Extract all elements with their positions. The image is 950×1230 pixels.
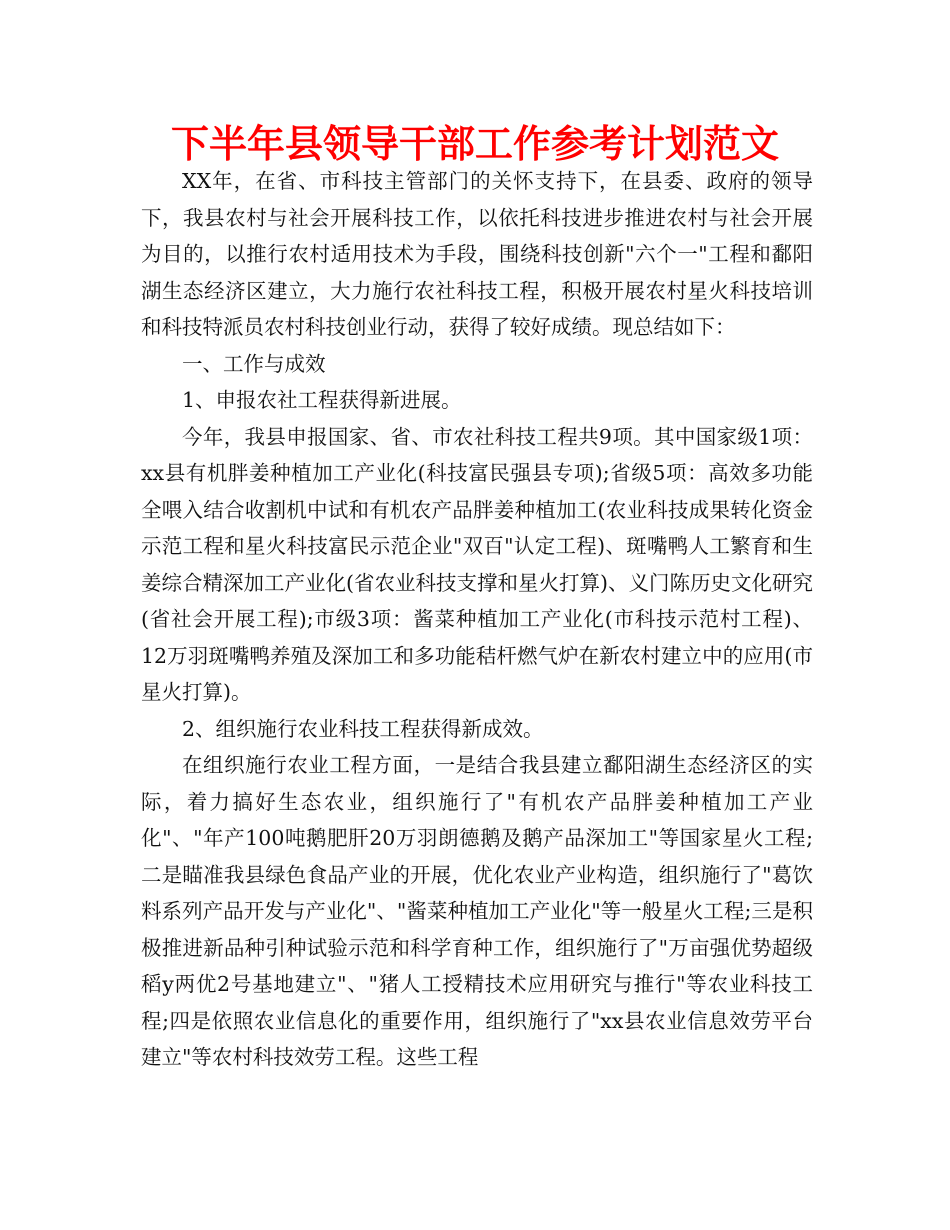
paragraph-project-implementation: 在组织施行农业工程方面，一是结合我县建立鄱阳湖生态经济区的实际，着力搞好生态农业，组织施行了"有机农产品胖姜种植加工产业化"、"年产100吨鹅肥肝20万羽朗德鹅及鹅产品深加工"等国家星火工程;二是瞄准我县绿色食品产业的开展，优化农业产业构造，组织施行了"葛饮料系列产品开发与产业化"、"酱菜种植加工产业化"等一般星火工程;三是积极推进新品种引种试验示范和科学育种工作，组织施行了"万亩强优势超级稻y两优2号基地建立"、"猪人工授精技术应用研究与推行"等农业科技工程;四是依照农业信息化的重要作用，组织施行了"xx县农业信息效劳平台建立"等农村科技效劳工程。这些工程 xyxy=(141,753,813,1069)
paragraph-intro: XX年，在省、市科技主管部门的关怀支持下，在县委、政府的领导下，我县农村与社会开展科技工作，以依托科技进步推进农村与社会开展为目的，以推行农村适用技术为手段，围绕科技创新"六个一"工程和鄱阳湖生态经济区建立，大力施行农社科技工程，积极开展农村星火科技培训和科技特派员农村科技创业行动，获得了较好成绩。现总结如下： xyxy=(141,169,813,339)
subheading-project-implementation: 2、组织施行农业科技工程获得新成效。 xyxy=(182,716,544,741)
paragraph-project-application: 今年，我县申报国家、省、市农社科技工程共9项。其中国家级1项：xx县有机胖姜种植加工产业化(科技富民强县专项);省级5项：高效多功能全喂入结合收割机中试和有机农产品胖姜种植加工(农业科技成果转化资金示范工程和星火科技富民示范企业"双百"认定工程)、斑嘴鸭人工繁育和生姜综合精深加工产业化(省农业科技支撑和星火打算)、义门陈历史文化研究(省社会开展工程);市级3项：酱菜种植加工产业化(市科技示范村工程)、12万羽斑嘴鸭养殖及深加工和多功能秸杆燃气炉在新农村建立中的应用(市星火打算)。 xyxy=(141,424,813,704)
document-title: 下半年县领导干部工作参考计划范文 xyxy=(170,122,779,166)
document-body xyxy=(141,163,813,1076)
subheading-project-application: 1、申报农社工程获得新进展。 xyxy=(182,388,462,412)
section-heading-work-results: 一、工作与成效 xyxy=(182,351,326,376)
